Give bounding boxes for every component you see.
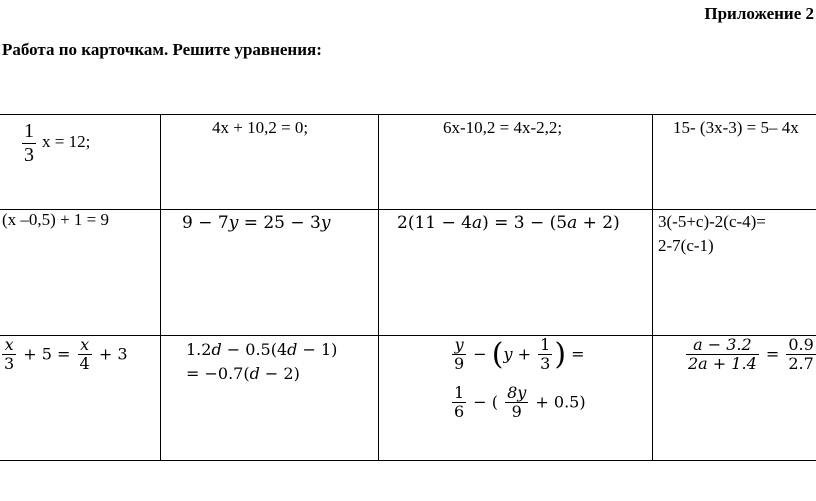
fraction-denominator: 6 — [454, 402, 465, 422]
equation-r1c2: 4х + 10,2 = 0; — [212, 118, 309, 137]
equation-part: + 5 = — [23, 344, 71, 364]
equation-r3c3-line2 — [450, 384, 586, 422]
fraction-denominator: 9 — [454, 354, 465, 374]
equation-part: + — [517, 344, 532, 364]
fraction-numerator: y — [454, 335, 464, 354]
fraction-numerator: 1 — [454, 383, 465, 402]
equation-part: − 0.5(4 — [221, 340, 288, 359]
equation-part: − 1) — [297, 340, 338, 359]
equation-part: = 25 − 3 — [238, 213, 321, 233]
equation-part: = −0.7( — [186, 364, 250, 383]
equation-variable: y — [503, 344, 513, 364]
fraction-denominator: 3 — [540, 354, 551, 374]
equation-r2c4-line1: 3(-5+с)-2(с-4)= — [658, 212, 766, 231]
fraction-denominator: 3 — [24, 144, 34, 166]
equation-r1c3: 6х-10,2 = 4х-2,2; — [443, 118, 563, 137]
equation-part: = — [765, 344, 780, 364]
equation-r3c2-line1 — [186, 340, 337, 359]
equation-variable: a — [567, 213, 578, 233]
fraction-numerator: 8y — [507, 383, 527, 402]
page-title: Работа по карточкам. Решите уравнения: — [2, 40, 322, 59]
equation-r2c3 — [397, 213, 620, 233]
equation-part: = — [571, 344, 585, 364]
fraction-numerator: x — [4, 335, 14, 354]
equation-r3c2-line2 — [186, 364, 300, 383]
right-paren: ) — [554, 336, 567, 372]
equation-part: 9 − 7 — [182, 213, 229, 233]
equation-part: + 3 — [98, 344, 128, 364]
equation-part: − ( — [473, 392, 499, 412]
equation-variable: y — [320, 213, 331, 233]
fraction-numerator: a − 3.2 — [686, 336, 759, 355]
equation-part: + 0.5) — [535, 392, 586, 412]
appendix-label: Приложение 2 — [704, 4, 814, 23]
equation-text: x = 12; — [42, 132, 91, 152]
table-border-bottom — [0, 460, 816, 461]
fraction-denominator: 4 — [79, 354, 90, 374]
table-row-divider — [0, 209, 816, 210]
equation-r2c4-line2: 2-7(с-1) — [658, 236, 714, 255]
equation-r3c4 — [684, 336, 816, 374]
fraction-denominator: 2a + 1.4 — [688, 354, 757, 374]
equation-part: 2(11 − 4 — [397, 213, 472, 233]
equation-part: − 2) — [259, 364, 300, 383]
equation-variable: a — [471, 213, 483, 233]
equation-part: 1.2 — [186, 340, 212, 359]
equation-part: + 2) — [577, 213, 620, 233]
table-col-divider — [160, 114, 161, 460]
equation-r3c3-line1 — [450, 336, 585, 374]
fraction-denominator: 2.7 — [788, 354, 814, 374]
table-col-divider — [652, 114, 653, 460]
fraction-denominator: 3 — [4, 354, 15, 374]
equation-r2c1: (x –0,5) + 1 = 9 — [2, 210, 109, 229]
fraction-numerator: 0.9 — [788, 335, 814, 354]
fraction-denominator: 9 — [511, 402, 522, 422]
equation-variable: y — [228, 213, 239, 233]
equation-variable: d — [211, 340, 222, 359]
fraction-numerator: x — [80, 335, 90, 354]
left-paren: ( — [491, 336, 504, 372]
equation-r1c4: 15- (3х-3) = 5– 4х — [673, 118, 799, 137]
fraction-numerator: 1 — [24, 120, 34, 142]
equation-r2c2 — [182, 213, 330, 233]
equation-variable: d — [287, 340, 298, 359]
equation-r3c1 — [0, 336, 128, 374]
equation-variable: d — [249, 364, 260, 383]
table-col-divider — [378, 114, 379, 460]
table-border-top — [0, 114, 816, 115]
equation-part: ) = 3 − (5 — [482, 213, 568, 233]
equation-r1c1 — [20, 120, 90, 167]
equation-part: − — [473, 344, 487, 364]
fraction-numerator: 1 — [540, 335, 551, 354]
